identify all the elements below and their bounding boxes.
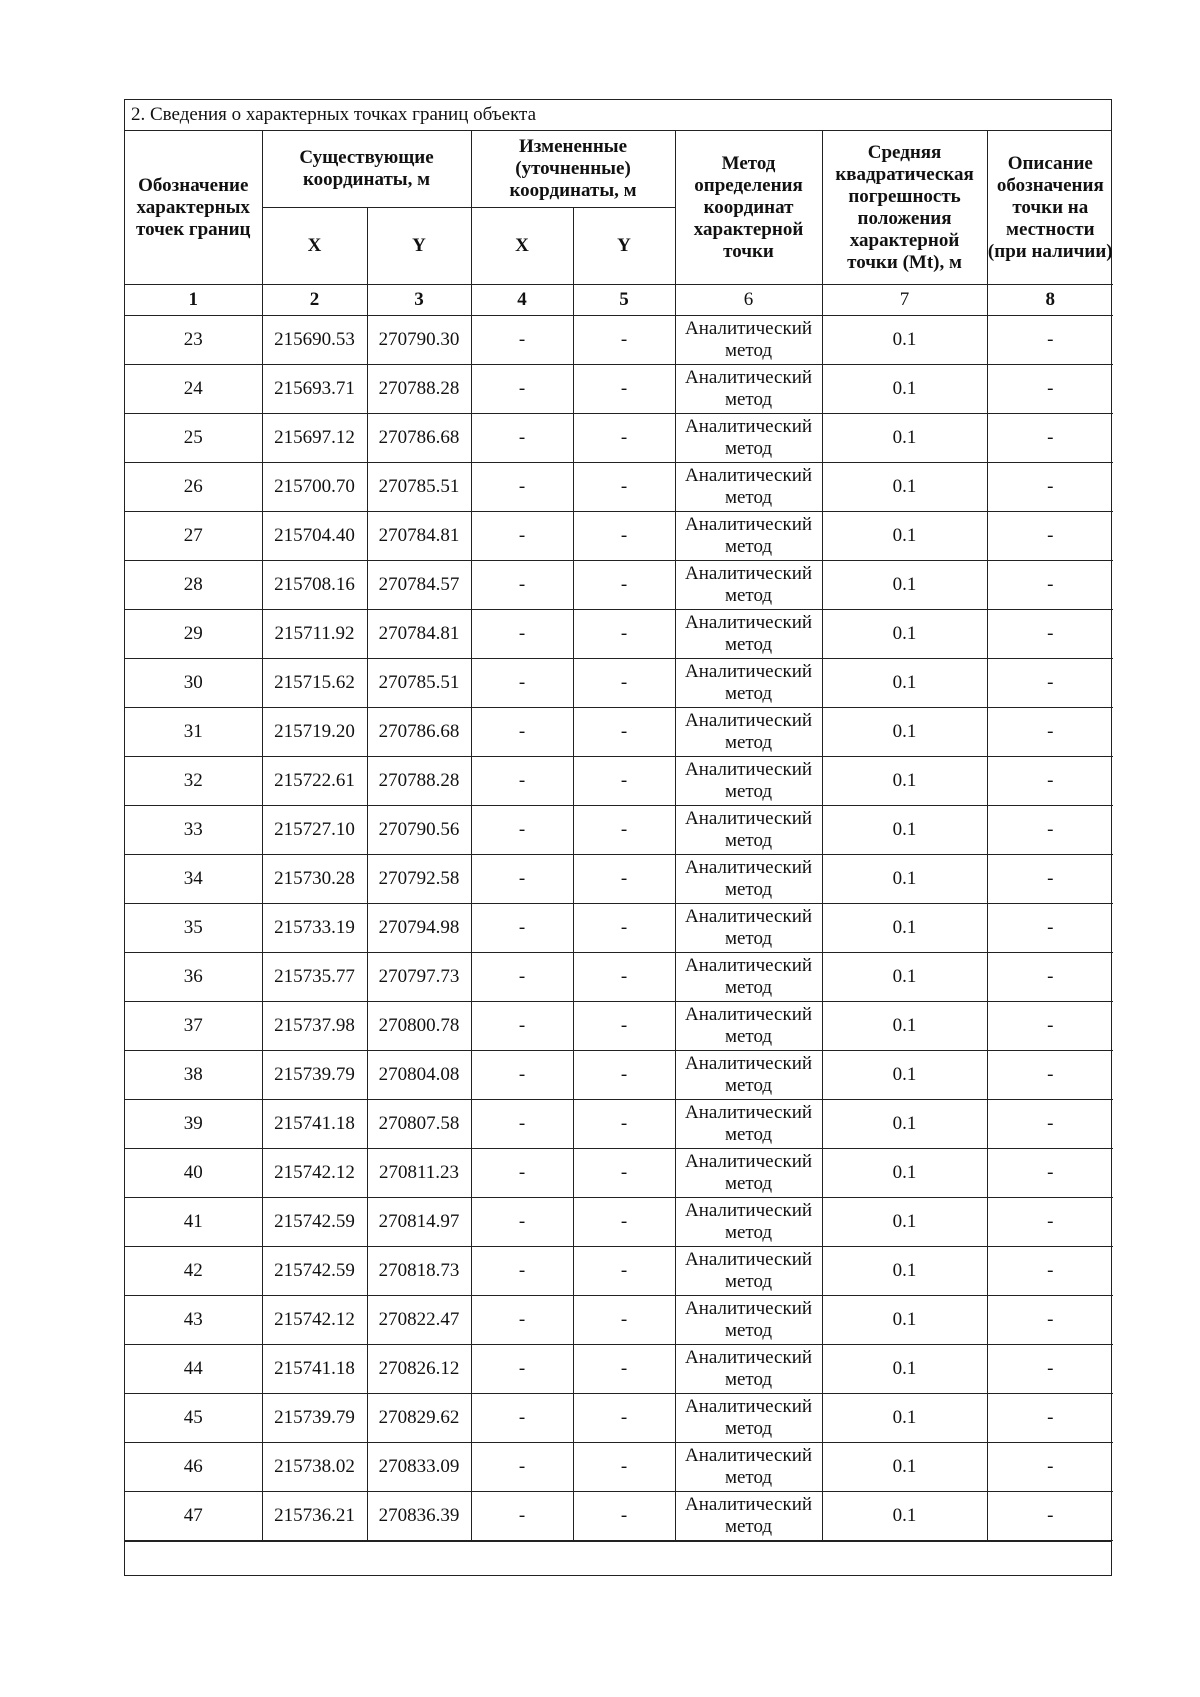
cell-changed-x: - <box>471 1345 573 1394</box>
cell-changed-x: - <box>471 610 573 659</box>
cell-existing-y: 270814.97 <box>367 1198 471 1247</box>
cell-point: 44 <box>125 1345 262 1394</box>
cell-point: 25 <box>125 414 262 463</box>
section-title: 2. Сведения о характерных точках границ объекта <box>125 100 1111 131</box>
cell-method: Аналитический метод <box>675 1198 822 1247</box>
table-row <box>125 904 1113 953</box>
cell-existing-x: 215741.18 <box>262 1100 367 1149</box>
cell-existing-y: 270785.51 <box>367 463 471 512</box>
cell-description: - <box>987 1198 1113 1247</box>
cell-accuracy: 0.1 <box>822 757 987 806</box>
cell-accuracy: 0.1 <box>822 806 987 855</box>
header-existing-y: Y <box>367 208 471 285</box>
cell-existing-y: 270785.51 <box>367 659 471 708</box>
cell-method: Аналитический метод <box>675 708 822 757</box>
table-row <box>125 561 1113 610</box>
cell-point: 47 <box>125 1492 262 1541</box>
cell-accuracy: 0.1 <box>822 904 987 953</box>
cell-description: - <box>987 1443 1113 1492</box>
cell-changed-y: - <box>573 1002 675 1051</box>
cell-accuracy: 0.1 <box>822 414 987 463</box>
cell-changed-x: - <box>471 1051 573 1100</box>
header-existing-coordinates: Существующие координаты, м <box>262 131 471 208</box>
table-row <box>125 1296 1113 1345</box>
header-existing-x: X <box>262 208 367 285</box>
cell-existing-x: 215711.92 <box>262 610 367 659</box>
cell-existing-y: 270784.81 <box>367 512 471 561</box>
table-row <box>125 659 1113 708</box>
cell-existing-y: 270790.30 <box>367 316 471 365</box>
cell-point: 26 <box>125 463 262 512</box>
table-row <box>125 365 1113 414</box>
table-row <box>125 1443 1113 1492</box>
cell-accuracy: 0.1 <box>822 855 987 904</box>
cell-description: - <box>987 953 1113 1002</box>
header-changed-coordinates: Измененные (уточненные) координаты, м <box>471 131 675 208</box>
cell-changed-y: - <box>573 561 675 610</box>
cell-accuracy: 0.1 <box>822 1051 987 1100</box>
header-changed-x: X <box>471 208 573 285</box>
cell-point: 33 <box>125 806 262 855</box>
cell-changed-x: - <box>471 855 573 904</box>
cell-changed-x: - <box>471 1492 573 1541</box>
cell-changed-x: - <box>471 561 573 610</box>
cell-changed-x: - <box>471 365 573 414</box>
cell-point: 24 <box>125 365 262 414</box>
cell-existing-x: 215739.79 <box>262 1051 367 1100</box>
cell-changed-y: - <box>573 1149 675 1198</box>
cell-existing-x: 215739.79 <box>262 1394 367 1443</box>
table-footer-empty-row <box>125 1541 1111 1575</box>
cell-changed-y: - <box>573 855 675 904</box>
cell-description: - <box>987 1002 1113 1051</box>
header-method: Метод определения координат характерной точки <box>675 131 822 285</box>
cell-changed-y: - <box>573 953 675 1002</box>
cell-existing-x: 215733.19 <box>262 904 367 953</box>
cell-point: 23 <box>125 316 262 365</box>
cell-changed-y: - <box>573 708 675 757</box>
cell-method: Аналитический метод <box>675 1443 822 1492</box>
cell-changed-x: - <box>471 659 573 708</box>
cell-existing-x: 215738.02 <box>262 1443 367 1492</box>
cell-method: Аналитический метод <box>675 1296 822 1345</box>
cell-changed-y: - <box>573 463 675 512</box>
cell-point: 37 <box>125 1002 262 1051</box>
cell-method: Аналитический метод <box>675 659 822 708</box>
cell-existing-y: 270836.39 <box>367 1492 471 1541</box>
cell-existing-x: 215708.16 <box>262 561 367 610</box>
cell-existing-y: 270804.08 <box>367 1051 471 1100</box>
cell-description: - <box>987 1100 1113 1149</box>
cell-existing-y: 270794.98 <box>367 904 471 953</box>
cell-description: - <box>987 463 1113 512</box>
cell-existing-y: 270786.68 <box>367 414 471 463</box>
cell-method: Аналитический метод <box>675 1247 822 1296</box>
table-row <box>125 757 1113 806</box>
column-number: 5 <box>573 285 675 316</box>
cell-accuracy: 0.1 <box>822 316 987 365</box>
cell-accuracy: 0.1 <box>822 561 987 610</box>
table-row <box>125 1100 1113 1149</box>
cell-existing-y: 270790.56 <box>367 806 471 855</box>
cell-existing-x: 215693.71 <box>262 365 367 414</box>
cell-changed-x: - <box>471 708 573 757</box>
table-row <box>125 1149 1113 1198</box>
cell-method: Аналитический метод <box>675 806 822 855</box>
cell-description: - <box>987 1051 1113 1100</box>
cell-existing-x: 215727.10 <box>262 806 367 855</box>
header-description: Описание обозначения точки на местности (при наличии) <box>987 131 1113 285</box>
cell-point: 46 <box>125 1443 262 1492</box>
column-number: 4 <box>471 285 573 316</box>
cell-existing-y: 270822.47 <box>367 1296 471 1345</box>
cell-existing-x: 215722.61 <box>262 757 367 806</box>
cell-changed-y: - <box>573 1492 675 1541</box>
cell-existing-x: 215737.98 <box>262 1002 367 1051</box>
cell-changed-x: - <box>471 1443 573 1492</box>
cell-description: - <box>987 316 1113 365</box>
cell-point: 30 <box>125 659 262 708</box>
cell-point: 42 <box>125 1247 262 1296</box>
cell-changed-y: - <box>573 904 675 953</box>
table-row <box>125 953 1113 1002</box>
cell-method: Аналитический метод <box>675 512 822 561</box>
cell-description: - <box>987 1492 1113 1541</box>
table-body <box>125 316 1113 1541</box>
cell-point: 41 <box>125 1198 262 1247</box>
cell-changed-y: - <box>573 610 675 659</box>
cell-accuracy: 0.1 <box>822 463 987 512</box>
cell-changed-y: - <box>573 1051 675 1100</box>
cell-accuracy: 0.1 <box>822 1296 987 1345</box>
cell-changed-x: - <box>471 512 573 561</box>
cell-description: - <box>987 1149 1113 1198</box>
cell-existing-y: 270786.68 <box>367 708 471 757</box>
cell-existing-x: 215690.53 <box>262 316 367 365</box>
table-row <box>125 414 1113 463</box>
cell-changed-y: - <box>573 1100 675 1149</box>
cell-point: 45 <box>125 1394 262 1443</box>
cell-method: Аналитический метод <box>675 1100 822 1149</box>
cell-changed-x: - <box>471 1247 573 1296</box>
cell-point: 35 <box>125 904 262 953</box>
cell-description: - <box>987 365 1113 414</box>
cell-method: Аналитический метод <box>675 904 822 953</box>
cell-method: Аналитический метод <box>675 1051 822 1100</box>
cell-description: - <box>987 561 1113 610</box>
cell-changed-x: - <box>471 757 573 806</box>
cell-point: 43 <box>125 1296 262 1345</box>
table-row <box>125 1345 1113 1394</box>
cell-changed-x: - <box>471 414 573 463</box>
cell-method: Аналитический метод <box>675 561 822 610</box>
column-number: 7 <box>822 285 987 316</box>
cell-changed-x: - <box>471 1002 573 1051</box>
cell-method: Аналитический метод <box>675 1149 822 1198</box>
cell-existing-y: 270788.28 <box>367 757 471 806</box>
cell-existing-x: 215700.70 <box>262 463 367 512</box>
table-row <box>125 1198 1113 1247</box>
cell-description: - <box>987 708 1113 757</box>
cell-changed-y: - <box>573 1443 675 1492</box>
cell-description: - <box>987 610 1113 659</box>
cell-method: Аналитический метод <box>675 365 822 414</box>
table-row <box>125 512 1113 561</box>
cell-accuracy: 0.1 <box>822 708 987 757</box>
cell-changed-y: - <box>573 316 675 365</box>
cell-point: 38 <box>125 1051 262 1100</box>
cell-accuracy: 0.1 <box>822 1394 987 1443</box>
cell-method: Аналитический метод <box>675 316 822 365</box>
cell-accuracy: 0.1 <box>822 1149 987 1198</box>
cell-existing-y: 270829.62 <box>367 1394 471 1443</box>
table-row <box>125 1394 1113 1443</box>
boundary-points-sheet <box>124 99 1112 1576</box>
cell-existing-y: 270811.23 <box>367 1149 471 1198</box>
table-row <box>125 708 1113 757</box>
cell-existing-y: 270784.81 <box>367 610 471 659</box>
cell-changed-y: - <box>573 757 675 806</box>
cell-method: Аналитический метод <box>675 1002 822 1051</box>
cell-method: Аналитический метод <box>675 953 822 1002</box>
cell-description: - <box>987 1394 1113 1443</box>
header-accuracy: Средняя квадратическая погрешность положения характерной точки (Mt), м <box>822 131 987 285</box>
cell-point: 34 <box>125 855 262 904</box>
cell-existing-y: 270792.58 <box>367 855 471 904</box>
cell-description: - <box>987 806 1113 855</box>
header-changed-y: Y <box>573 208 675 285</box>
cell-changed-y: - <box>573 659 675 708</box>
cell-accuracy: 0.1 <box>822 659 987 708</box>
cell-existing-y: 270807.58 <box>367 1100 471 1149</box>
column-number: 1 <box>125 285 262 316</box>
cell-changed-y: - <box>573 1394 675 1443</box>
cell-changed-y: - <box>573 1247 675 1296</box>
header-point-designation: Обозначение характерных точек границ <box>125 131 262 285</box>
cell-changed-x: - <box>471 953 573 1002</box>
cell-point: 36 <box>125 953 262 1002</box>
cell-changed-x: - <box>471 316 573 365</box>
cell-changed-y: - <box>573 512 675 561</box>
column-number: 2 <box>262 285 367 316</box>
cell-accuracy: 0.1 <box>822 1100 987 1149</box>
cell-changed-x: - <box>471 1149 573 1198</box>
cell-method: Аналитический метод <box>675 1394 822 1443</box>
cell-accuracy: 0.1 <box>822 365 987 414</box>
cell-changed-y: - <box>573 414 675 463</box>
cell-changed-x: - <box>471 1100 573 1149</box>
cell-point: 40 <box>125 1149 262 1198</box>
table-row <box>125 1002 1113 1051</box>
cell-existing-x: 215736.21 <box>262 1492 367 1541</box>
cell-existing-x: 215715.62 <box>262 659 367 708</box>
cell-changed-y: - <box>573 806 675 855</box>
cell-changed-y: - <box>573 1198 675 1247</box>
cell-existing-x: 215735.77 <box>262 953 367 1002</box>
cell-existing-x: 215719.20 <box>262 708 367 757</box>
cell-changed-x: - <box>471 1296 573 1345</box>
cell-changed-y: - <box>573 1345 675 1394</box>
table-row <box>125 1051 1113 1100</box>
cell-existing-x: 215704.40 <box>262 512 367 561</box>
cell-existing-y: 270788.28 <box>367 365 471 414</box>
cell-existing-y: 270800.78 <box>367 1002 471 1051</box>
cell-existing-x: 215742.12 <box>262 1296 367 1345</box>
cell-point: 29 <box>125 610 262 659</box>
cell-method: Аналитический метод <box>675 1492 822 1541</box>
cell-accuracy: 0.1 <box>822 1002 987 1051</box>
cell-method: Аналитический метод <box>675 855 822 904</box>
cell-accuracy: 0.1 <box>822 512 987 561</box>
cell-point: 32 <box>125 757 262 806</box>
cell-method: Аналитический метод <box>675 610 822 659</box>
cell-existing-x: 215730.28 <box>262 855 367 904</box>
cell-changed-x: - <box>471 1394 573 1443</box>
table-row <box>125 316 1113 365</box>
cell-changed-x: - <box>471 806 573 855</box>
cell-existing-y: 270826.12 <box>367 1345 471 1394</box>
cell-description: - <box>987 855 1113 904</box>
cell-changed-y: - <box>573 1296 675 1345</box>
cell-existing-x: 215741.18 <box>262 1345 367 1394</box>
cell-method: Аналитический метод <box>675 1345 822 1394</box>
cell-method: Аналитический метод <box>675 757 822 806</box>
cell-description: - <box>987 757 1113 806</box>
cell-accuracy: 0.1 <box>822 1345 987 1394</box>
cell-point: 27 <box>125 512 262 561</box>
cell-changed-x: - <box>471 904 573 953</box>
cell-point: 39 <box>125 1100 262 1149</box>
boundary-points-table <box>125 131 1113 1541</box>
cell-method: Аналитический метод <box>675 414 822 463</box>
cell-description: - <box>987 414 1113 463</box>
cell-accuracy: 0.1 <box>822 610 987 659</box>
column-number: 6 <box>675 285 822 316</box>
cell-existing-y: 270797.73 <box>367 953 471 1002</box>
cell-existing-y: 270833.09 <box>367 1443 471 1492</box>
cell-existing-y: 270818.73 <box>367 1247 471 1296</box>
table-row <box>125 463 1113 512</box>
cell-accuracy: 0.1 <box>822 953 987 1002</box>
cell-description: - <box>987 904 1113 953</box>
cell-changed-x: - <box>471 1198 573 1247</box>
column-number: 3 <box>367 285 471 316</box>
cell-point: 28 <box>125 561 262 610</box>
cell-existing-x: 215742.59 <box>262 1247 367 1296</box>
table-row <box>125 1492 1113 1541</box>
cell-existing-x: 215742.59 <box>262 1198 367 1247</box>
cell-changed-x: - <box>471 463 573 512</box>
cell-description: - <box>987 659 1113 708</box>
table-row <box>125 855 1113 904</box>
cell-accuracy: 0.1 <box>822 1198 987 1247</box>
cell-changed-y: - <box>573 365 675 414</box>
cell-point: 31 <box>125 708 262 757</box>
cell-existing-x: 215742.12 <box>262 1149 367 1198</box>
cell-description: - <box>987 1296 1113 1345</box>
cell-method: Аналитический метод <box>675 463 822 512</box>
column-number: 8 <box>987 285 1113 316</box>
table-row <box>125 610 1113 659</box>
table-row <box>125 806 1113 855</box>
cell-accuracy: 0.1 <box>822 1443 987 1492</box>
table-row <box>125 1247 1113 1296</box>
cell-description: - <box>987 1247 1113 1296</box>
cell-existing-y: 270784.57 <box>367 561 471 610</box>
cell-description: - <box>987 512 1113 561</box>
cell-accuracy: 0.1 <box>822 1492 987 1541</box>
cell-description: - <box>987 1345 1113 1394</box>
cell-existing-x: 215697.12 <box>262 414 367 463</box>
cell-accuracy: 0.1 <box>822 1247 987 1296</box>
